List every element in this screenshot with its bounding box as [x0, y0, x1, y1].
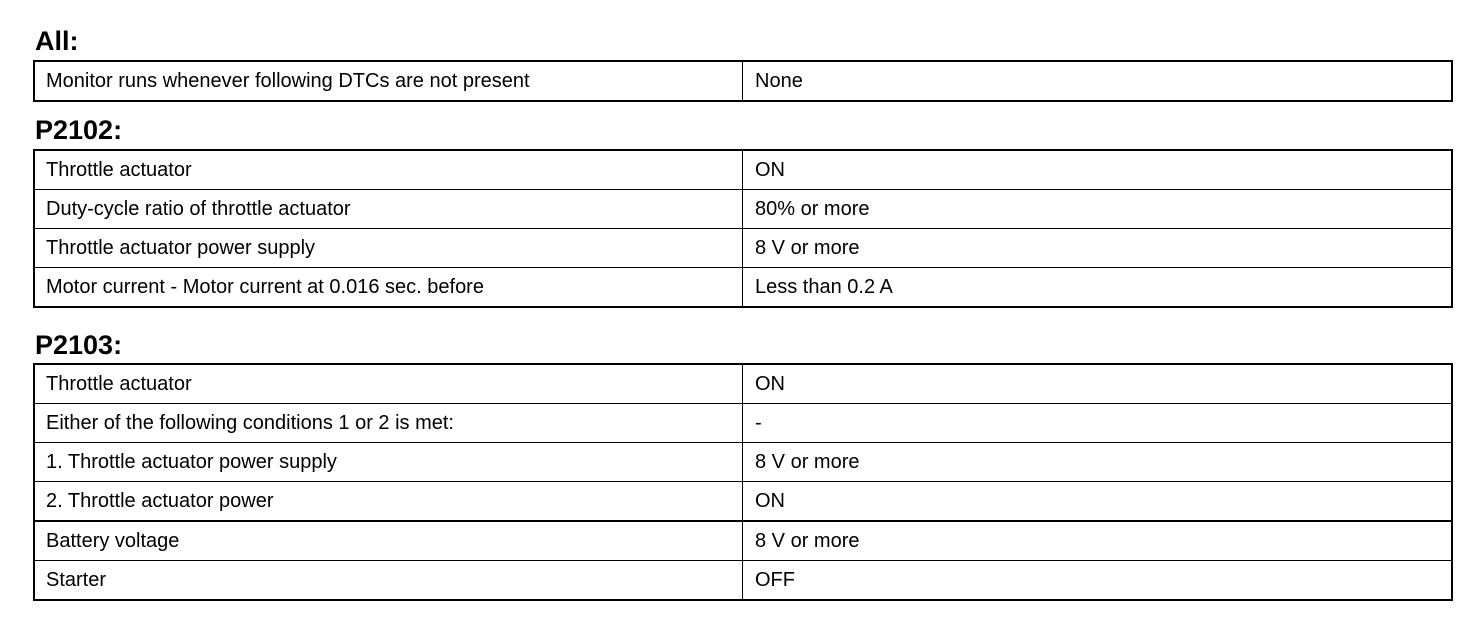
- table-row: [35, 190, 1452, 229]
- table-row: [35, 482, 1452, 522]
- section-heading-all: All:: [35, 26, 79, 56]
- table-row: [35, 229, 1452, 268]
- condition-cell: Motor current - Motor current at 0.016 sec. before: [35, 268, 743, 307]
- table-row: [35, 404, 1452, 443]
- value-cell: 8 V or more: [743, 229, 1452, 268]
- value-cell: 8 V or more: [743, 443, 1452, 482]
- value-cell: OFF: [743, 561, 1452, 600]
- section-heading-p2103: P2103:: [35, 330, 123, 360]
- value-cell: ON: [743, 365, 1452, 404]
- condition-cell: Throttle actuator: [35, 151, 743, 190]
- condition-cell: Either of the following conditions 1 or 2 is met:: [35, 404, 743, 443]
- table-row: [35, 62, 1452, 101]
- conditions-table-p2102: [34, 150, 1452, 307]
- value-cell: None: [743, 62, 1452, 101]
- condition-cell: Throttle actuator power supply: [35, 229, 743, 268]
- value-cell: -: [743, 404, 1452, 443]
- table-row: [35, 561, 1452, 600]
- condition-cell: Duty-cycle ratio of throttle actuator: [35, 190, 743, 229]
- value-cell: 80% or more: [743, 190, 1452, 229]
- condition-cell: Monitor runs whenever following DTCs are not present: [35, 62, 743, 101]
- condition-cell: 1. Throttle actuator power supply: [35, 443, 743, 482]
- condition-cell: Throttle actuator: [35, 365, 743, 404]
- table-row: [35, 365, 1452, 404]
- value-cell: 8 V or more: [743, 521, 1452, 561]
- conditions-table-p2103: [34, 364, 1452, 600]
- condition-cell: 2. Throttle actuator power: [35, 482, 743, 522]
- condition-cell: Starter: [35, 561, 743, 600]
- condition-cell: Battery voltage: [35, 521, 743, 561]
- conditions-table-all: [34, 61, 1452, 101]
- value-cell: ON: [743, 482, 1452, 522]
- table-row: [35, 443, 1452, 482]
- table-row: [35, 151, 1452, 190]
- table-row: [35, 268, 1452, 307]
- table-row: [35, 521, 1452, 561]
- value-cell: Less than 0.2 A: [743, 268, 1452, 307]
- value-cell: ON: [743, 151, 1452, 190]
- section-heading-p2102: P2102:: [35, 115, 123, 145]
